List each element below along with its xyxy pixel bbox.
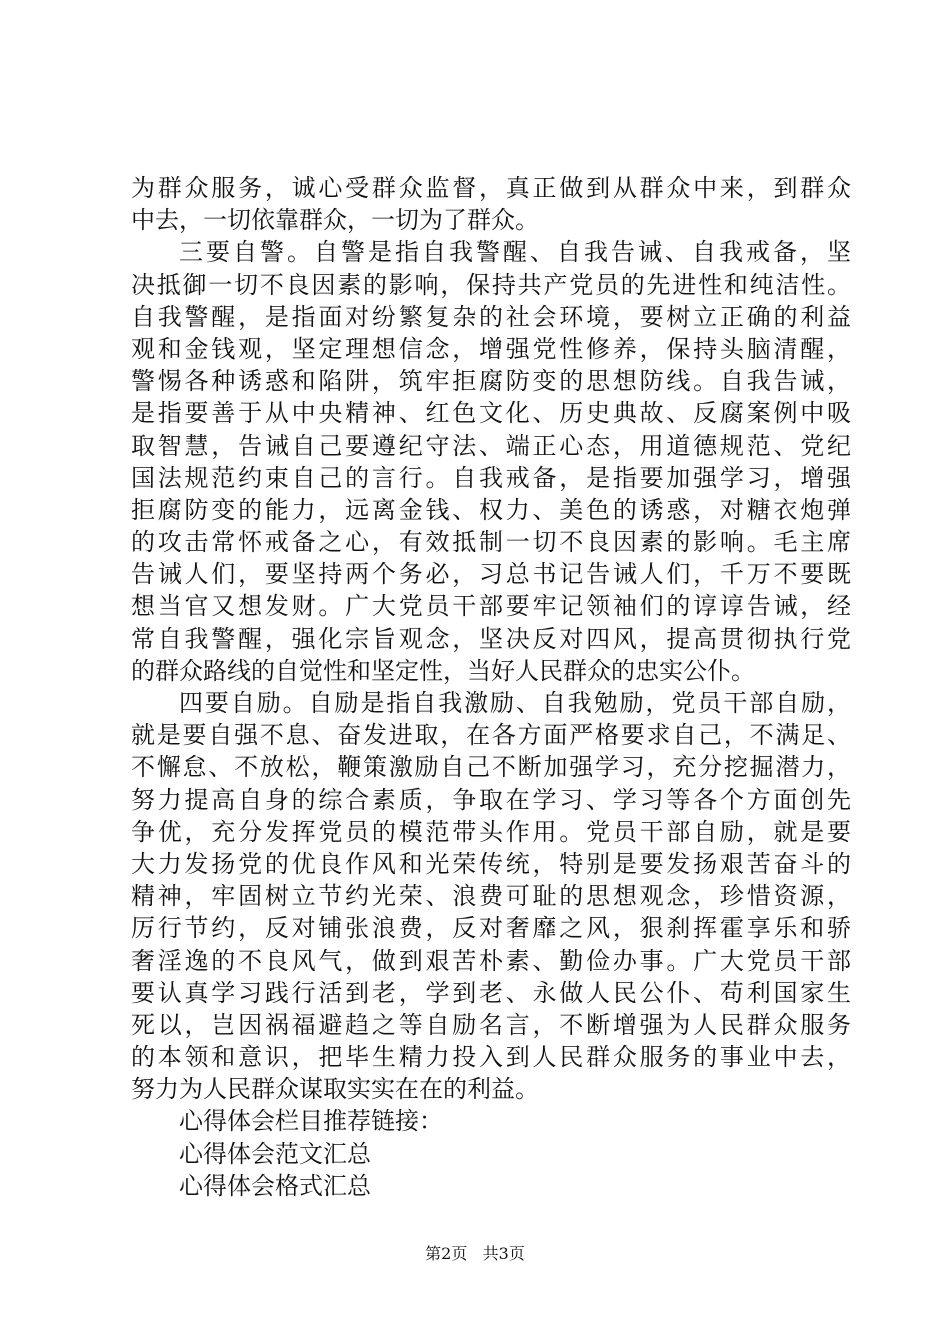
paragraph-start-line: 四要自励。自励是指自我激励、自我勉励，党员干部自励， [179, 689, 851, 717]
page-number: 第2页 [425, 1244, 468, 1263]
text-line: 拒腐防变的能力，远离金钱、权力、美色的诱惑，对糖衣炮弹 [131, 495, 851, 524]
link-essay-collection[interactable]: 心得体会范文汇总 [179, 1139, 371, 1168]
text-line: 不懈怠、不放松，鞭策激励自己不断加强学习，充分挖掘潜力， [131, 753, 851, 782]
paragraph-start-line: 三要自警。自警是指自我警醒、自我告诫、自我戒备，坚 [179, 238, 851, 267]
page-total: 共3页 [482, 1244, 525, 1263]
text-line: 的本领和意识，把毕生精力投入到人民群众服务的事业中去， [131, 1043, 851, 1072]
text-line: 观和金钱观，坚定理想信念，增强党性修养，保持头脑清醒， [131, 334, 851, 363]
text-line: 要认真学习践行活到老，学到老、永做人民公仆、苟利国家生 [131, 978, 851, 1007]
footer-spacer [472, 1244, 477, 1263]
text-line: 努力为人民群众谋取实实在在的利益。 [131, 1075, 539, 1104]
text-line: 死以，岂因祸福避趋之等自励名言，不断增强为人民群众服务 [131, 1010, 851, 1039]
text-line: 想当官又想发财。广大党员干部要牢记领袖们的谆谆告诫，经 [131, 592, 851, 621]
text-line: 常自我警醒，强化宗旨观念，坚决反对四风，提高贯彻执行党 [131, 624, 851, 653]
text-line: 厉行节约，反对铺张浪费，反对奢靡之风，狠刹挥霍享乐和骄 [131, 914, 851, 943]
text-line: 大力发扬党的优良作风和光荣传统，特别是要发扬艰苦奋斗的 [131, 849, 851, 878]
text-line: 警惕各种诱惑和陷阱，筑牢拒腐防变的思想防线。自我告诫， [131, 367, 851, 396]
text-line: 告诫人们，要坚持两个务必，习总书记告诫人们，千万不要既 [131, 560, 851, 589]
text-line: 取智慧，告诫自己要遵纪守法、端正心态，用道德规范、党纪 [131, 431, 851, 460]
link-format-collection[interactable]: 心得体会格式汇总 [179, 1171, 371, 1200]
text-line: 精神，牢固树立节约光荣、浪费可耻的思想观念，珍惜资源， [131, 882, 851, 911]
text-line: 为群众服务，诚心受群众监督，真正做到从群众中来，到群众 [131, 174, 851, 202]
text-line: 的攻击常怀戒备之心，有效抵制一切不良因素的影响。毛主席 [131, 528, 851, 557]
text-line: 是指要善于从中央精神、红色文化、历史典故、反腐案例中吸 [131, 399, 851, 428]
text-line: 努力提高自身的综合素质，争取在学习、学习等各个方面创先 [131, 785, 851, 814]
body-text [131, 172, 851, 1202]
text-line: 中去，一切依靠群众，一切为了群众。 [131, 206, 539, 235]
text-line: 争优，充分发挥党员的模范带头作用。党员干部自励，就是要 [131, 817, 851, 846]
text-line: 自我警醒，是指面对纷繁复杂的社会环境，要树立正确的利益 [131, 302, 851, 331]
text-line: 奢淫逸的不良风气，做到艰苦朴素、勤俭办事。广大党员干部 [131, 946, 851, 975]
text-line: 就是要自强不息、奋发进取，在各方面严格要求自己，不满足、 [131, 721, 851, 750]
text-line: 的群众路线的自觉性和坚定性，当好人民群众的忠实公仆。 [131, 656, 755, 685]
text-line: 决抵御一切不良因素的影响，保持共产党员的先进性和纯洁性。 [131, 270, 851, 299]
recommended-links-heading: 心得体会栏目推荐链接： [179, 1107, 443, 1136]
text-line: 国法规范约束自己的言行。自我戒备，是指要加强学习，增强 [131, 463, 851, 492]
page-footer [0, 1244, 950, 1264]
